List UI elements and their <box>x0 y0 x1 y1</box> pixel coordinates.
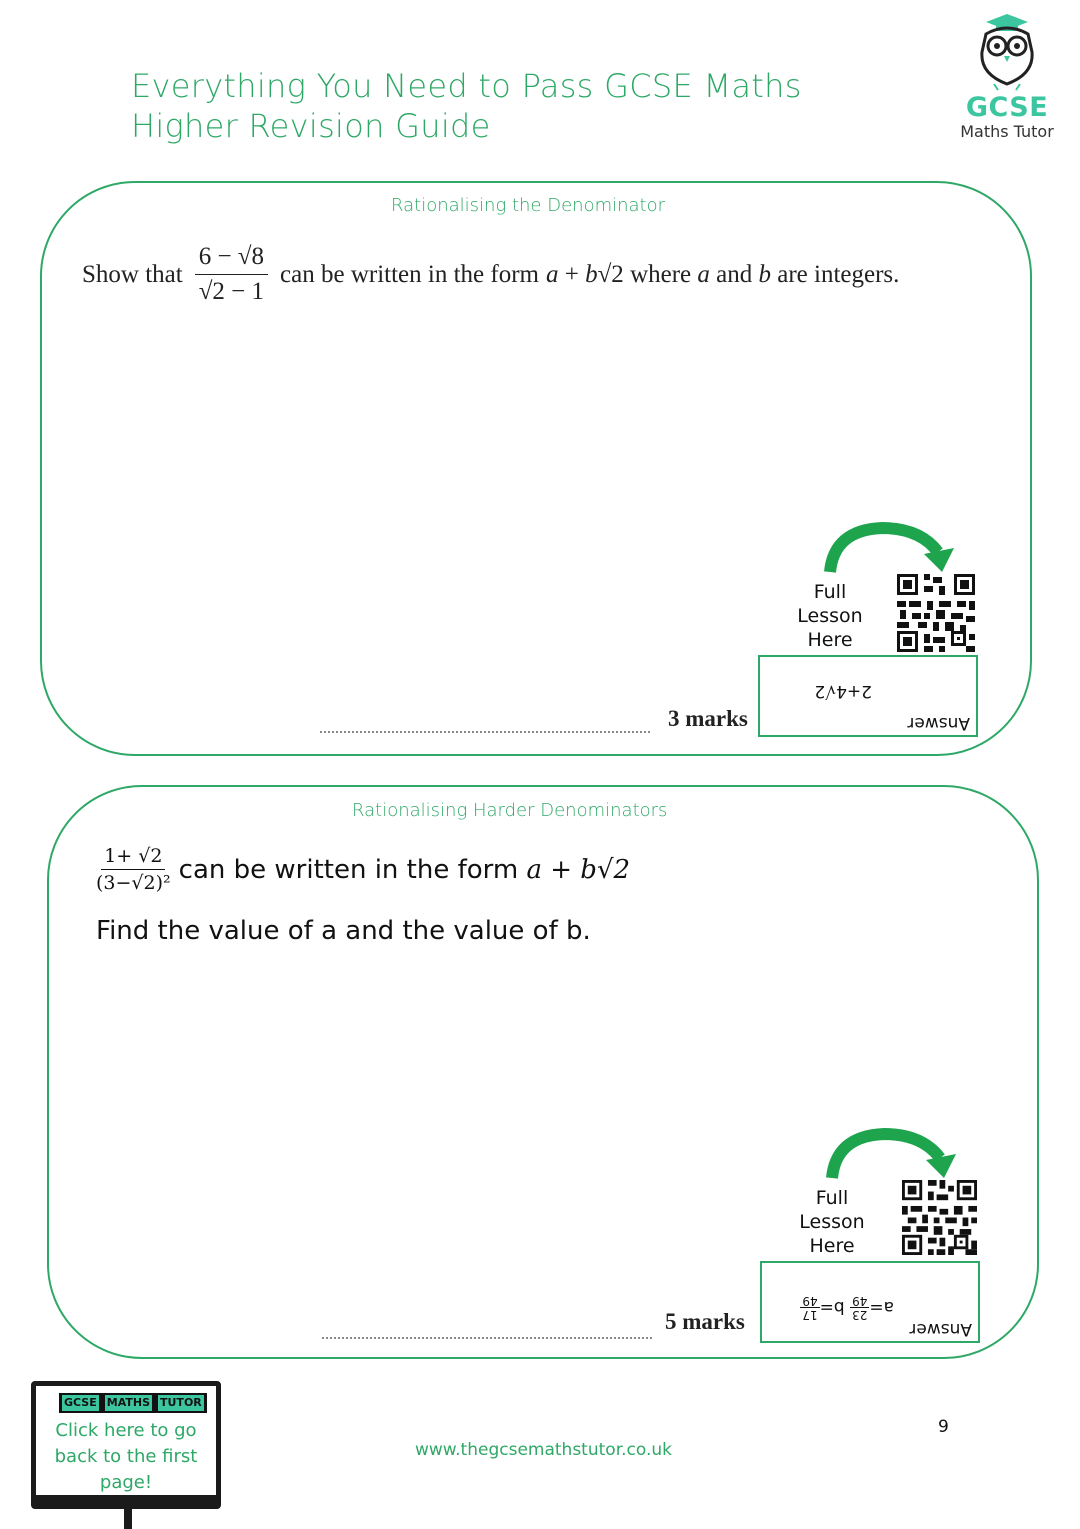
page-number: 9 <box>938 1417 949 1437</box>
marks-label: 5 marks <box>665 1309 745 1334</box>
question-2-title: Rationalising Harder Denominators <box>352 800 668 821</box>
qr-code-icon[interactable] <box>897 574 975 652</box>
question-1-form: a + b√2 <box>545 260 624 288</box>
full-lesson-link-1[interactable]: Full Lesson Here <box>797 581 863 651</box>
answer-line <box>322 1337 652 1339</box>
owl-graduate-icon <box>948 12 1066 92</box>
question-2-fraction: $\frac{1+ √2}{\text{(3−√2)²}}$ <box>96 845 171 894</box>
answer-label: Answer <box>909 1319 972 1339</box>
answer-line <box>320 731 650 733</box>
question-1-title: Rationalising the Denominator <box>391 195 666 216</box>
answer-label: Answer <box>907 713 970 733</box>
gcse-maths-tutor-logo <box>948 12 1066 141</box>
question-2-prompt: $\frac{1+ √2}{\text{(3−√2)²}}$ can be written in the form a + b√2 Find the value of a and the value of b. <box>96 845 631 946</box>
answer-box-1 <box>758 655 978 737</box>
question-2-form: a + b√2 <box>526 854 631 885</box>
curved-arrow-icon <box>820 522 960 574</box>
back-button-label: Click here to go back to the first page! <box>54 1420 198 1493</box>
full-lesson-link-2[interactable]: Full Lesson Here <box>799 1187 865 1257</box>
qr-code-icon[interactable] <box>902 1180 977 1255</box>
logo-subtitle: Maths Tutor <box>960 122 1054 141</box>
back-button-brand: GCSE MATHS TUTOR <box>59 1393 207 1413</box>
website-link[interactable]: www.thegcsemathstutor.co.uk <box>415 1440 672 1460</box>
document-title <box>131 66 802 146</box>
back-to-first-page-button[interactable] <box>31 1381 221 1509</box>
marks-label: 3 marks <box>668 706 748 731</box>
logo-brand: GCSE <box>965 92 1049 123</box>
answer-value: a= 23 49 b= 17 49 <box>802 1294 894 1322</box>
curved-arrow-icon <box>822 1128 962 1180</box>
answer-value: 2+4√2 <box>814 681 872 701</box>
board-stand-icon <box>124 1509 132 1529</box>
title-line-1: Everything You Need to Pass GCSE Maths <box>131 67 802 105</box>
question-1-fraction: $\frac{6 - √8}{√2 - 1}$ <box>195 243 268 306</box>
title-line-2: Higher Revision Guide <box>131 107 491 145</box>
answer-box-2 <box>760 1261 980 1343</box>
question-1-prompt: Show that $\frac{6 - √8}{√2 - 1}$ can be written in the form a + b√2 where a and b are integers. <box>82 243 900 305</box>
